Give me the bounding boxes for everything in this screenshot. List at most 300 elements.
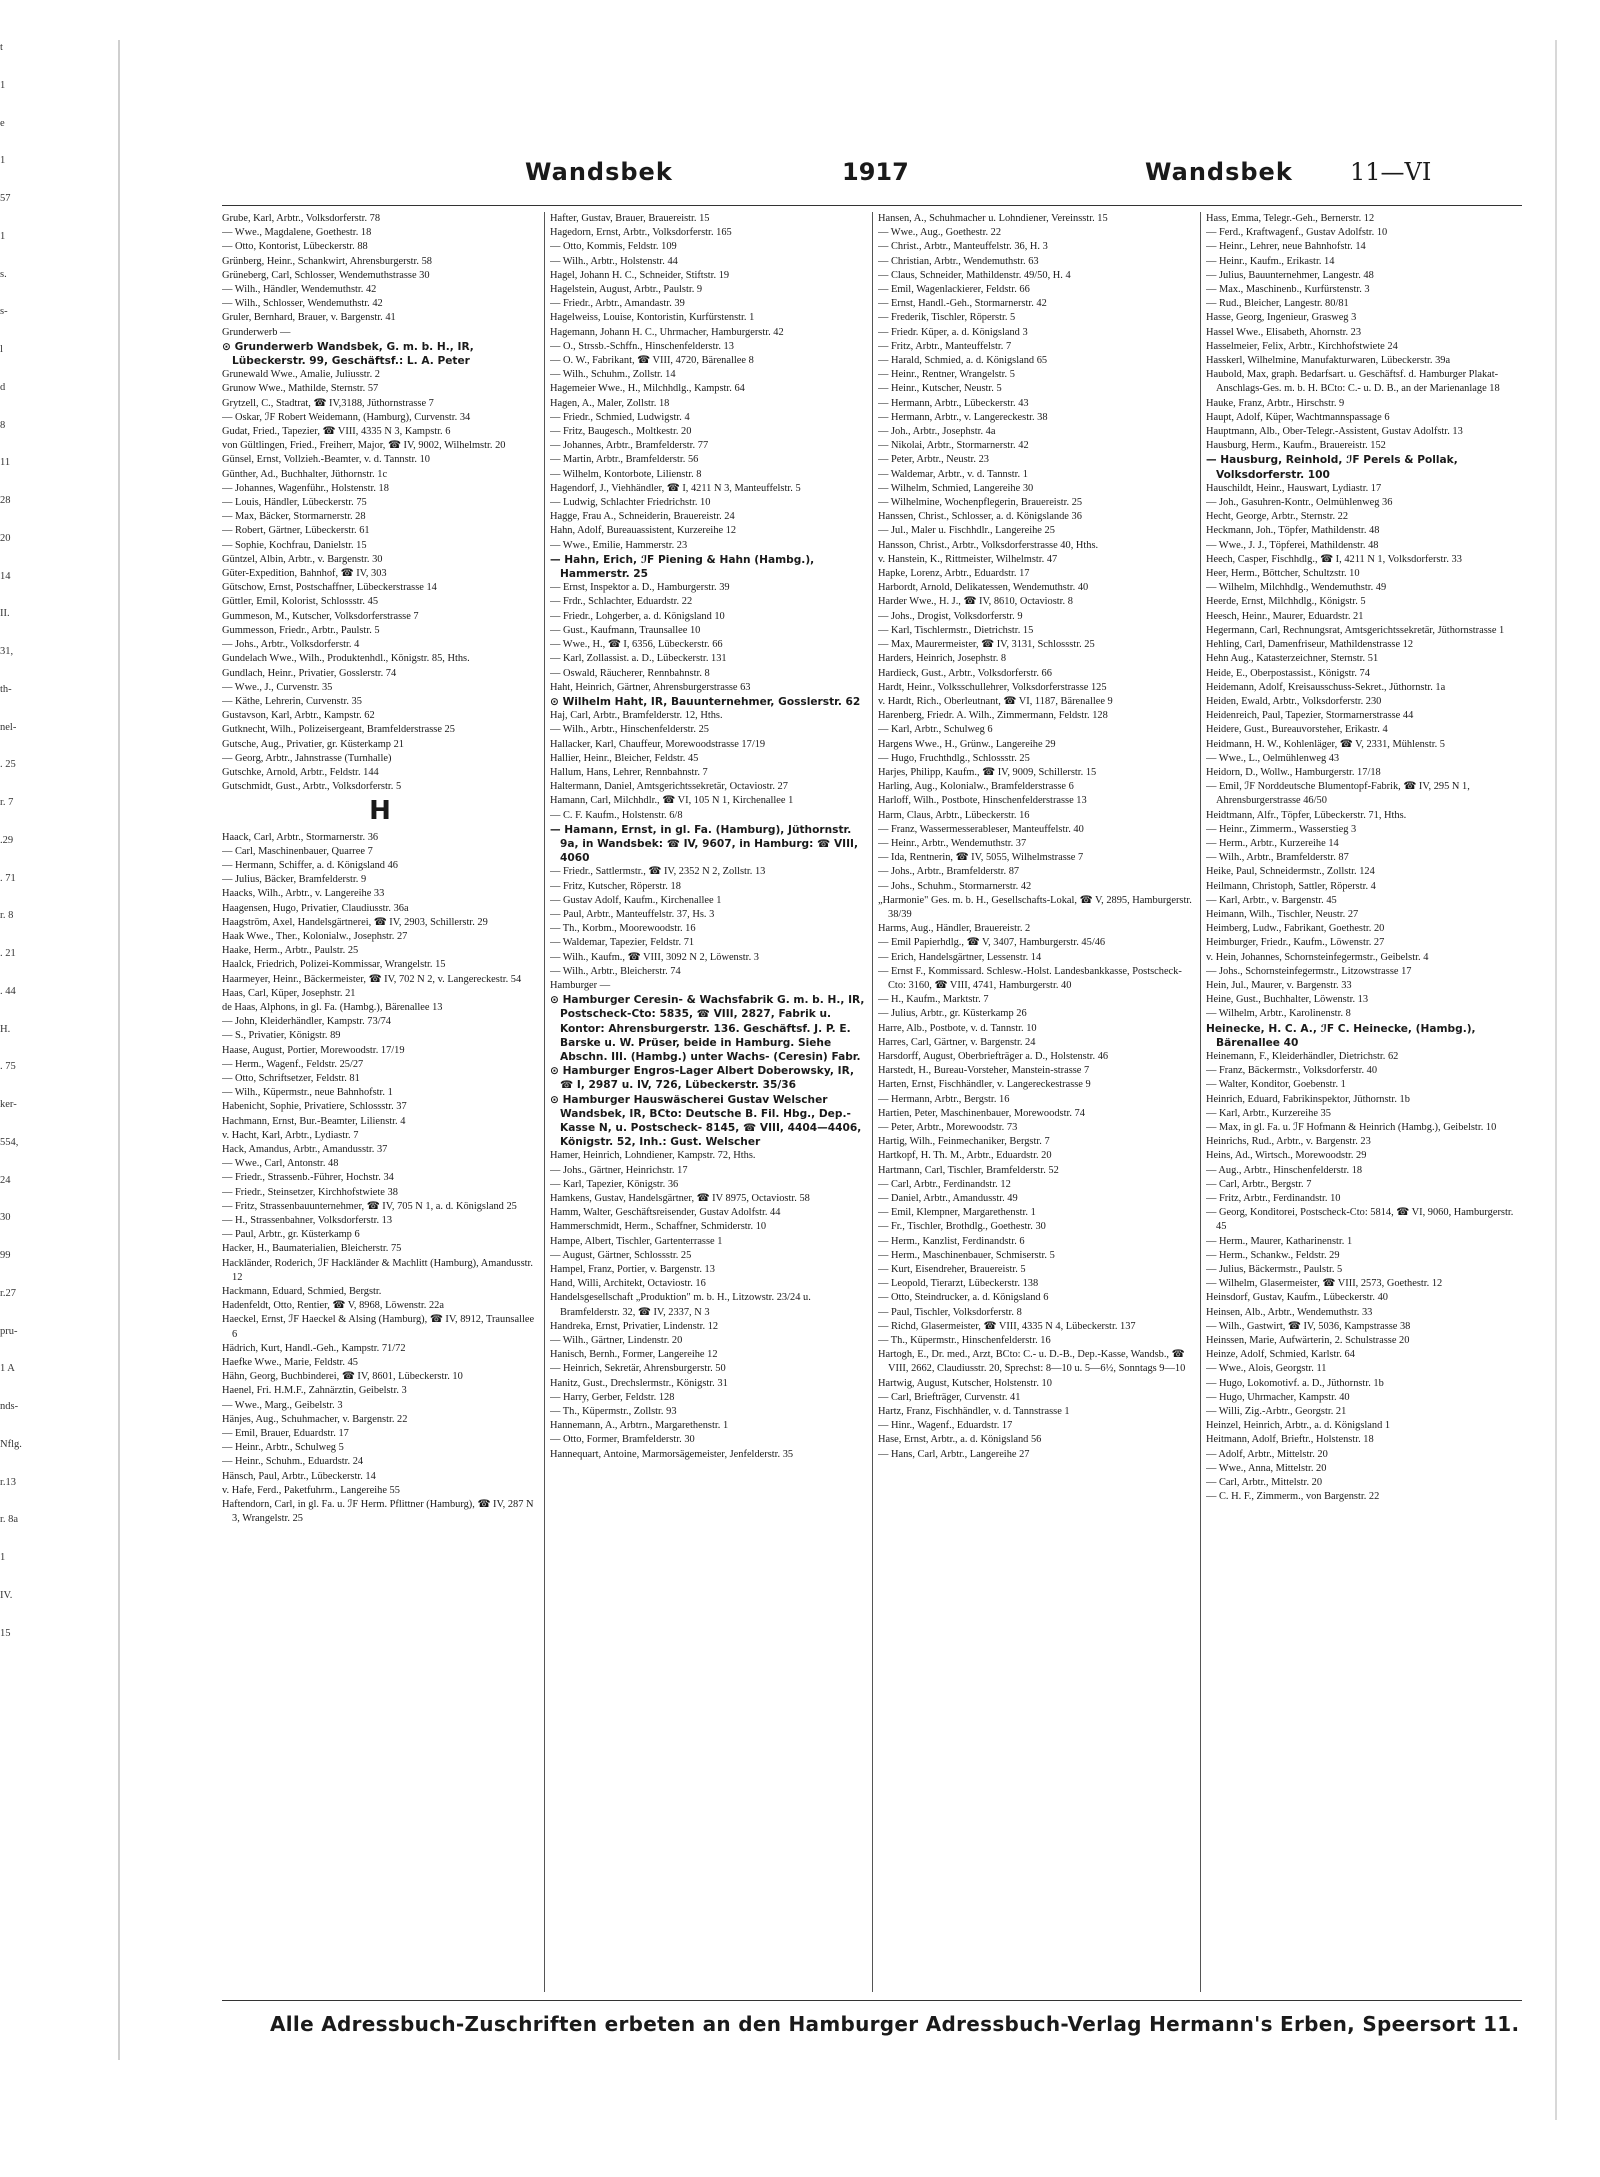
directory-entry: Hagel, Johann H. C., Schneider, Stiftstr. 19 xyxy=(550,269,730,281)
directory-entry: — Herm., Maschinenbauer, Schmiserstr. 5 xyxy=(878,1249,1055,1261)
header-right-title: Wandsbek xyxy=(1145,158,1293,186)
directory-entry: — Oskar, ℐF Robert Weidemann, (Hamburg), Curvenstr. 34 xyxy=(222,411,471,423)
edge-fragment: s. xyxy=(0,268,7,280)
directory-entry: — Julius, Bäcker, Bramfelderstr. 9 xyxy=(222,874,367,886)
directory-entry: Haake, Herm., Arbtr., Paulstr. 25 xyxy=(222,945,359,957)
directory-entry: Hagge, Frau A., Schneiderin, Brauereistr. 24 xyxy=(550,511,735,523)
edge-fragment: 15 xyxy=(0,1627,11,1639)
directory-entry: Gutknecht, Wilh., Polizeisergeant, Bramfelderstrasse 25 xyxy=(222,724,455,736)
directory-entry: — Christian, Arbtr., Wendemuthstr. 63 xyxy=(878,255,1039,267)
directory-entry: Heimberg, Ludw., Fabrikant, Goethestr. 20 xyxy=(1206,923,1385,935)
column-4 xyxy=(1206,212,1522,1992)
directory-entry: Hamann, Carl, Milchhdlr., ☎ VI, 105 N 1, Kirchenallee 1 xyxy=(550,795,794,807)
directory-entry: — O. W., Fabrikant, ☎ VIII, 4720, Bärenallee 8 xyxy=(550,355,754,367)
directory-entry: Heinze, Adolf, Schmied, Karlstr. 64 xyxy=(1206,1349,1355,1361)
directory-entry: — Johs., Arbtr., Bramfelderstr. 87 xyxy=(878,866,1020,878)
directory-entry: v. Hafe, Ferd., Paketfuhrm., Langereihe 55 xyxy=(222,1484,400,1496)
directory-entry: Heinssen, Marie, Aufwärterin, 2. Schulstrasse 20 xyxy=(1206,1335,1410,1347)
directory-entry: v. Hein, Johannes, Schornsteinfegermstr., Geibelstr. 4 xyxy=(1206,951,1429,963)
directory-entry: Heins, Ad., Wirtsch., Morewoodstr. 29 xyxy=(1206,1150,1367,1162)
directory-entry: Gundelach Wwe., Wilh., Produktenhdl., Königstr. 85, Hths. xyxy=(222,653,470,665)
directory-entry: — August, Gärtner, Schlossstr. 25 xyxy=(550,1249,692,1261)
directory-entry: Günsel, Ernst, Vollzieh.-Beamter, v. d. Tannstr. 10 xyxy=(222,454,430,466)
directory-entry: — Fritz, Strassenbauunternehmer, ☎ IV, 705 N 1, a. d. Königsland 25 xyxy=(222,1200,517,1212)
column-divider xyxy=(1200,212,1201,1992)
directory-entry: — Wilhelm, Arbtr., Karolinenstr. 8 xyxy=(1206,1008,1351,1020)
directory-entry: Hehn Aug., Katasterzeichner, Sternstr. 51 xyxy=(1206,653,1379,665)
directory-entry: — Kurt, Eisendreher, Brauereistr. 5 xyxy=(878,1264,1026,1276)
directory-entry: — Julius, Bäckermstr., Paulstr. 5 xyxy=(1206,1264,1343,1276)
directory-entry: Hähn, Georg, Buchbinderei, ☎ IV, 8601, Lübeckerstr. 10 xyxy=(222,1371,463,1383)
directory-entry: Heimburger, Friedr., Kaufm., Löwenstr. 27 xyxy=(1206,937,1385,949)
directory-entry: Harling, Aug., Kolonialw., Bramfelderstrasse 6 xyxy=(878,781,1074,793)
directory-entry: Hargens Wwe., H., Grünw., Langereihe 29 xyxy=(878,738,1056,750)
directory-entry: — Heinr., Kutscher, Neustr. 5 xyxy=(878,383,1002,395)
directory-entry: — Franz, Bäckermstr., Volksdorferstr. 40 xyxy=(1206,1065,1378,1077)
directory-entry: — Otto, Steindrucker, a. d. Königsland 6 xyxy=(878,1292,1049,1304)
firm-entry: ⊙ Hamburger Ceresin- & Wachsfabrik G. m. b. H., IR, Postscheck-Cto: 5835, ☎ VIII, 2827, Fabrik u. Kontor: Ahrensburgerstr. 136. Geschäftsf. J. P. E. Barske u. W. Prüser, beide in Hamburg. Siehe Abschn. III. (Hambg.) unter Wachs- (Ceresin) Fabr. xyxy=(550,994,865,1063)
directory-entry: — Wilhelm, Kontorbote, Lilienstr. 8 xyxy=(550,468,702,480)
directory-entry: v. Hanstein, K., Rittmeister, Wilhelmstr. 47 xyxy=(878,553,1058,565)
directory-entry: Haubold, Max, graph. Bedarfsart. u. Geschäftsf. d. Hamburger Plakat-Anschlags-Ges. m. b. H. BCto: C.- u. D. B., an der Marienanlage 18 xyxy=(1206,369,1500,395)
edge-fragment: r. 7 xyxy=(0,797,14,808)
directory-entry: — Carl, Maschinenbauer, Quarree 7 xyxy=(222,845,373,857)
directory-entry: Heidenreich, Paul, Tapezier, Stormarnerstrasse 44 xyxy=(1206,710,1414,722)
directory-entry: — Herm., Schankw., Feldstr. 29 xyxy=(1206,1249,1340,1261)
directory-entry: — Peter, Arbtr., Morewoodstr. 73 xyxy=(878,1122,1018,1133)
header-rule xyxy=(222,205,1522,206)
directory-entry: — Fritz, Baugesch., Moltkestr. 20 xyxy=(550,426,692,438)
directory-entry: Hardieck, Gust., Arbtr., Volksdorferstr. 66 xyxy=(878,667,1052,679)
edge-fragment: s- xyxy=(0,306,8,318)
edge-fragment: 24 xyxy=(0,1174,11,1186)
directory-entry: — Heinrich, Sekretär, Ahrensburgerstr. 50 xyxy=(550,1363,726,1375)
directory-entry: — Karl, Arbtr., Kurzereihe 35 xyxy=(1206,1107,1331,1119)
directory-entry: Haltermann, Daniel, Amtsgerichtssekretär, Octaviostr. 27 xyxy=(550,781,788,793)
directory-entry: Harbordt, Arnold, Delikatessen, Wendemuthstr. 40 xyxy=(878,582,1089,594)
edge-fragment: nel- xyxy=(0,721,17,733)
directory-entry: — Wwe., Emilie, Hammerstr. 23 xyxy=(550,539,688,551)
directory-entry: — Friedr. Küper, a. d. Königsland 3 xyxy=(878,326,1028,338)
edge-fragment: d xyxy=(0,381,6,393)
directory-entry: — Wwe., H., ☎ I, 6356, Lübeckerstr. 66 xyxy=(550,639,723,651)
directory-entry: Heike, Paul, Schneidermstr., Zollstr. 124 xyxy=(1206,866,1375,878)
directory-entry: — Emil, Klempner, Margarethenstr. 1 xyxy=(878,1207,1036,1219)
directory-entry: Hacker, H., Baumaterialien, Bleicherstr. 75 xyxy=(222,1243,402,1255)
directory-entry: Heinsen, Alb., Arbtr., Wendemuthstr. 33 xyxy=(1206,1306,1373,1318)
directory-entry: — Fritz, Arbtr., Ferdinandstr. 10 xyxy=(1206,1193,1341,1205)
directory-entry: — Wilh., Arbtr., Holstenstr. 44 xyxy=(550,255,678,267)
directory-entry: — Ernst, Inspektor a. D., Hamburgerstr. 39 xyxy=(550,582,730,594)
edge-fragment: r.27 xyxy=(0,1287,17,1299)
directory-entry: — Friedr., Sattlermstr., ☎ IV, 2352 N 2, Zollstr. 13 xyxy=(550,866,766,878)
directory-entry: — Jul., Maler u. Fischhdlr., Langereihe 25 xyxy=(878,525,1055,537)
edge-fragment: . 44 xyxy=(0,985,16,997)
edge-fragment: pru- xyxy=(0,1325,18,1337)
directory-entry: — Käthe, Lehrerin, Curvenstr. 35 xyxy=(222,695,362,707)
directory-entry: — Richd, Glasermeister, ☎ VIII, 4335 N 4, Lübeckerstr. 137 xyxy=(878,1320,1136,1332)
directory-entry: Hänsch, Paul, Arbtr., Lübeckerstr. 14 xyxy=(222,1470,376,1482)
directory-entry: — Paul, Arbtr., gr. Küsterkamp 6 xyxy=(222,1229,360,1241)
directory-entry: Hallum, Hans, Lehrer, Rennbahnstr. 7 xyxy=(550,766,708,778)
directory-entry: — Johannes, Wagenführ., Holstenstr. 18 xyxy=(222,482,389,494)
directory-entry: Harms, Aug., Händler, Brauereistr. 2 xyxy=(878,923,1031,935)
directory-entry: von Gültlingen, Fried., Freiherr, Major, ☎ IV, 9002, Wilhelmstr. 20 xyxy=(222,440,506,452)
directory-entry: — Karl, Tapezier, Königstr. 36 xyxy=(550,1178,679,1190)
header-year: 1917 xyxy=(842,158,909,186)
edge-fragment: 554, xyxy=(0,1136,19,1148)
directory-entry: — Harry, Gerber, Feldstr. 128 xyxy=(550,1391,675,1403)
edge-fragment: . 21 xyxy=(0,948,16,959)
directory-entry: — Peter, Arbtr., Neustr. 23 xyxy=(878,454,989,466)
directory-entry: Gundlach, Heinr., Privatier, Gosslerstr. 74 xyxy=(222,667,397,679)
directory-entry: — Wilhelm, Milchhdlg., Wendemuthstr. 49 xyxy=(1206,582,1387,594)
directory-entry: — Walter, Konditor, Goebenstr. 1 xyxy=(1206,1079,1346,1091)
directory-entry: Gütschow, Ernst, Postschaffner, Lübeckerstrasse 14 xyxy=(222,582,437,594)
directory-entry: — Julius, Bauunternehmer, Langestr. 48 xyxy=(1206,269,1374,281)
directory-entry: — Heinr., Rentner, Wrangelstr. 5 xyxy=(878,369,1015,381)
directory-entry: Haj, Carl, Arbtr., Bramfelderstr. 12, Hths. xyxy=(550,710,723,722)
edge-fragment: r.13 xyxy=(0,1476,17,1488)
directory-entry: Hasse, Georg, Ingenieur, Grasweg 3 xyxy=(1206,312,1357,324)
directory-entry: Heinemann, F., Kleiderhändler, Dietrichstr. 62 xyxy=(1206,1050,1399,1062)
directory-entry: — Willi, Zig.-Arbtr., Georgstr. 21 xyxy=(1206,1406,1347,1418)
directory-entry: — Hermann, Arbtr., Lübeckerstr. 43 xyxy=(878,397,1029,409)
directory-entry: Grytzell, C., Stadtrat, ☎ IV,3188, Jüthornstrasse 7 xyxy=(222,397,434,409)
directory-entry: Haarmeyer, Heinr., Bäckermeister, ☎ IV, 702 N 2, v. Langereckestr. 54 xyxy=(222,973,522,985)
directory-entry: Haagensen, Hugo, Privatier, Claudiusstr. 36a xyxy=(222,902,409,914)
directory-entry: Heesch, Heinr., Maurer, Eduardstr. 21 xyxy=(1206,610,1364,622)
directory-entry: Harder Wwe., H. J., ☎ IV, 8610, Octaviostr. 8 xyxy=(878,596,1073,608)
section-letter: H xyxy=(369,796,391,827)
directory-entry: — Wwe., Marg., Geibelstr. 3 xyxy=(222,1399,343,1411)
directory-entry: Heiden, Ewald, Arbtr., Volksdorferstr. 230 xyxy=(1206,695,1382,707)
edge-fragment: r. 8a xyxy=(0,1514,19,1526)
directory-entry: Gummesson, Friedr., Arbtr., Paulstr. 5 xyxy=(222,624,380,636)
directory-entry: Hausburg, Herm., Kaufm., Brauereistr. 152 xyxy=(1206,440,1386,452)
directory-entry: — Wilh., Arbtr., Bleicherstr. 74 xyxy=(550,965,681,977)
directory-entry: Güntzel, Albin, Arbtr., v. Bargenstr. 30 xyxy=(222,553,383,565)
directory-entry: — Ida, Rentnerin, ☎ IV, 5055, Wilhelmstrasse 7 xyxy=(878,852,1084,864)
publisher-footer: Alle Adressbuch-Zuschriften erbeten an den Hamburger Adressbuch-Verlag Hermann's Erben, Speersort 11. xyxy=(270,2012,1520,2036)
directory-entry: Hagen, A., Maler, Zollstr. 18 xyxy=(550,397,670,409)
directory-entry: Hanssen, Christ., Schlosser, a. d. Königslande 36 xyxy=(878,511,1082,523)
directory-entry: Hagemeier Wwe., H., Milchhdlg., Kampstr. 64 xyxy=(550,383,745,395)
directory-entry: — Wilh., Arbtr., Hinschenfelderstr. 25 xyxy=(550,724,709,736)
directory-entry: — Rud., Bleicher, Langestr. 80/81 xyxy=(1206,298,1349,310)
directory-entry: — Hinr., Wagenf., Eduardstr. 17 xyxy=(878,1420,1013,1432)
directory-entry: — Sophie, Kochfrau, Danielstr. 15 xyxy=(222,539,367,551)
directory-entry: Haagström, Axel, Handelsgärtnerei, ☎ IV, 2903, Schillerstr. 29 xyxy=(222,916,488,928)
directory-entry: — Emil, Brauer, Eduardstr. 17 xyxy=(222,1428,349,1440)
directory-entry: — Johs., Schornsteinfegermstr., Litzowstrasse 17 xyxy=(1206,965,1412,977)
directory-entry: Harloff, Wilh., Postbote, Hinschenfelderstrasse 13 xyxy=(878,795,1087,807)
directory-entry: — Max, Bäcker, Stormarnerstr. 28 xyxy=(222,511,366,523)
firm-entry: — Hausburg, Reinhold, ℐF Perels & Pollak, Volksdorferstr. 100 xyxy=(1206,454,1458,481)
firm-entry: — Hamann, Ernst, in gl. Fa. (Hamburg), Jüthornstr. 9a, in Wandsbek: ☎ IV, 9607, in Hamburg: ☎ VIII, 4060 xyxy=(550,823,858,865)
directory-entry: Heech, Casper, Fischhdlg., ☎ I, 4211 N 1, Volksdorferstr. 33 xyxy=(1206,553,1462,565)
directory-entry: Gutschke, Arnold, Arbtr., Feldstr. 144 xyxy=(222,766,379,778)
directory-entry: Grunow Wwe., Mathilde, Sternstr. 57 xyxy=(222,383,379,395)
directory-entry: — Max., Maschinenb., Kurfürstenstr. 3 xyxy=(1206,284,1370,296)
directory-entry: Hagedorn, Ernst, Arbtr., Volksdorferstr. 165 xyxy=(550,227,732,239)
edge-fragment: 30 xyxy=(0,1212,11,1224)
directory-entry: Haftendorn, Carl, in gl. Fa. u. ℐF Herm. Pflittner (Hamburg), ☎ IV, 287 N 3, Wrangelstr. 25 xyxy=(222,1499,534,1525)
directory-entry: — Wwe., Aug., Goethestr. 22 xyxy=(878,227,1002,239)
page-spine xyxy=(118,40,120,2060)
directory-entry: — Aug., Arbtr., Hinschenfelderstr. 18 xyxy=(1206,1164,1363,1176)
directory-entry: Gustavson, Karl, Arbtr., Kampstr. 62 xyxy=(222,710,375,722)
directory-entry: Hartogh, E., Dr. med., Arzt, BCto: C.- u. D.-B., Dep.-Kasse, Wandsb., ☎ VIII, 2662, Claudiusstr. 20, Sprechst: 8—10 u. 5—6½, Sonntags 9—10 xyxy=(878,1349,1186,1375)
directory-entry: Hecht, George, Arbtr., Sternstr. 22 xyxy=(1206,511,1349,523)
directory-entry: Güttler, Emil, Kolorist, Schlossstr. 45 xyxy=(222,596,379,608)
directory-entry: Hagelstein, August, Arbtr., Paulstr. 9 xyxy=(550,284,703,296)
directory-entry: Heitmann, Adolf, Brieftr., Holstenstr. 18 xyxy=(1206,1434,1374,1446)
edge-fragment: 57 xyxy=(0,193,11,204)
directory-entry: — Johs., Schuhm., Stormarnerstr. 42 xyxy=(878,880,1032,892)
edge-fragment: e xyxy=(0,117,5,129)
directory-entry: — Herm., Arbtr., Kurzereihe 14 xyxy=(1206,837,1339,849)
directory-entry: — Wwe., Anna, Mittelstr. 20 xyxy=(1206,1462,1327,1474)
directory-entry: Hardt, Heinr., Volksschullehrer, Volksdorferstrasse 125 xyxy=(878,681,1107,693)
directory-entry: Hack, Amandus, Arbtr., Amandusstr. 37 xyxy=(222,1144,388,1155)
directory-entry: — Franz, Wassermesserableser, Manteuffelstr. 40 xyxy=(878,823,1084,835)
directory-entry: — Emil, ℐF Norddeutsche Blumentopf-Fabrik, ☎ IV, 295 N 1, Ahrensburgerstrasse 46/50 xyxy=(1206,781,1470,807)
directory-entry: — Leopold, Tierarzt, Lübeckerstr. 138 xyxy=(878,1278,1039,1290)
directory-entry: Habenicht, Sophie, Privatiere, Schlossstr. 37 xyxy=(222,1101,407,1113)
directory-entry: — Otto, Kontorist, Lübeckerstr. 88 xyxy=(222,241,368,253)
directory-entry: — Hugo, Fruchthdlg., Schlossstr. 25 xyxy=(878,752,1030,764)
directory-entry: Hackmann, Eduard, Schmied, Bergstr. xyxy=(222,1286,382,1298)
directory-entry: — Max, in gl. Fa. u. ℐF Hofmann & Heinrich (Hambg.), Geibelstr. 10 xyxy=(1206,1122,1497,1133)
directory-entry: — Hans, Carl, Arbtr., Langereihe 27 xyxy=(878,1448,1030,1460)
directory-entry: Hagemann, Johann H. C., Uhrmacher, Hamburgerstr. 42 xyxy=(550,326,784,338)
directory-entry: — Joh., Gasuhren-Kontr., Oelmühlenweg 36 xyxy=(1206,497,1393,509)
edge-fragment: . 75 xyxy=(0,1061,16,1073)
directory-entry: Haht, Heinrich, Gärtner, Ahrensburgerstrasse 63 xyxy=(550,681,751,693)
directory-entry: Güter-Expedition, Bahnhof, ☎ IV, 303 xyxy=(222,568,387,580)
firm-entry: ⊙ Grunderwerb Wandsbek, G. m. b. H., IR, Lübeckerstr. 99, Geschäftsf.: L. A. Peter xyxy=(222,340,474,368)
directory-entry: Heidmann, H. W., Kohlenläger, ☎ V, 2331, Mühlenstr. 5 xyxy=(1206,738,1445,750)
directory-entry: — Emil Papierhdlg., ☎ V, 3407, Hamburgerstr. 45/46 xyxy=(878,937,1106,949)
directory-entry: Hartmann, Carl, Tischler, Bramfelderstr. 52 xyxy=(878,1164,1059,1176)
directory-entry: — Friedr., Schmied, Ludwigstr. 4 xyxy=(550,411,690,423)
directory-entry: — Louis, Händler, Lübeckerstr. 75 xyxy=(222,497,367,509)
directory-entry: Heckmann, Joh., Töpfer, Mathildenstr. 48 xyxy=(1206,525,1380,537)
directory-entry: — Daniel, Arbtr., Amandusstr. 49 xyxy=(878,1193,1018,1205)
edge-fragment: 1 xyxy=(0,155,6,167)
directory-entry: Gudat, Fried., Tapezier, ☎ VIII, 4335 N 3, Kampstr. 6 xyxy=(222,426,451,438)
directory-entry: Heidemann, Adolf, Kreisausschuss-Sekret., Jüthornstr. 1a xyxy=(1206,681,1446,693)
directory-entry: Hannequart, Antoine, Marmorsägemeister, Jenfelderstr. 35 xyxy=(550,1448,794,1460)
edge-fragment: 14 xyxy=(0,570,11,582)
directory-entry: Haase, August, Portier, Morewoodstr. 17/19 xyxy=(222,1044,405,1056)
directory-entry: — Johannes, Arbtr., Bramfelderstr. 77 xyxy=(550,440,709,452)
directory-entry: Haak Wwe., Ther., Kolonialw., Josephstr. 27 xyxy=(222,930,408,942)
directory-entry: — Robert, Gärtner, Lübeckerstr. 61 xyxy=(222,525,370,537)
directory-entry: Heidere, Gust., Bureauvorsteher, Erikastr. 4 xyxy=(1206,724,1388,736)
directory-entry: Hammerschmidt, Herm., Schaffner, Schmiderstr. 10 xyxy=(550,1221,767,1233)
directory-entry: — Karl, Arbtr., v. Bargenstr. 45 xyxy=(1206,894,1337,906)
directory-entry: — Wwe., Carl, Antonstr. 48 xyxy=(222,1158,339,1170)
directory-entry: Hassel Wwe., Elisabeth, Ahornstr. 23 xyxy=(1206,326,1362,338)
directory-entry: Grunewald Wwe., Amalie, Juliusstr. 2 xyxy=(222,369,380,381)
edge-fragment: 99 xyxy=(0,1250,11,1261)
page-edge-right xyxy=(1555,40,1557,2120)
directory-entry: — Wilh., Schuhm., Zollstr. 14 xyxy=(550,369,676,381)
firm-entry: — Hahn, Erich, ℐF Piening & Hahn (Hambg.), Hammerstr. 25 xyxy=(550,553,815,581)
directory-entry: — C. H. F., Zimmerm., von Bargenstr. 22 xyxy=(1206,1491,1380,1503)
firm-entry: ⊙ Hamburger Engros-Lager Albert Doberowsky, IR, ☎ I, 2987 u. IV, 726, Lübeckerstr. 35/36 xyxy=(550,1065,854,1092)
directory-entry: Hass, Emma, Telegr.-Geh., Bernerstr. 12 xyxy=(1206,213,1375,224)
directory-entry: — Otto, Kommis, Feldstr. 109 xyxy=(550,241,677,253)
directory-entry: — Nikolai, Arbtr., Stormarnerstr. 42 xyxy=(878,440,1029,452)
directory-entry: — Adolf, Arbtr., Mittelstr. 20 xyxy=(1206,1448,1328,1460)
firm-entry: ⊙ Wilhelm Haht, IR, Bauunternehmer, Gosslerstr. 62 xyxy=(550,695,861,708)
edge-fragment: r. 8 xyxy=(0,910,14,922)
directory-entry: Haenel, Fri. H.M.F., Zahnärztin, Geibelstr. 3 xyxy=(222,1385,407,1397)
directory-entry: Hallacker, Karl, Chauffeur, Morewoodstrasse 17/19 xyxy=(550,738,766,750)
directory-entry: — Ludwig, Schlachter Friedrichstr. 10 xyxy=(550,497,711,509)
firm-entry: ⊙ Hamburger Hauswäscherei Gustav Welscher Wandsbek, IR, BCto: Deutsche B. Fil. Hbg., Dep.-Kasse N, u. Postscheck- 8145, ☎ VIII, 4404—4406, Königstr. 52, Inh.: Gust. Welscher xyxy=(550,1093,862,1149)
directory-entry: — Hugo, Lokomotivf. a. D., Jüthornstr. 1b xyxy=(1206,1377,1384,1389)
directory-entry: Gutsche, Aug., Privatier, gr. Küsterkamp 21 xyxy=(222,738,404,750)
edge-fragment: 31, xyxy=(0,646,14,657)
directory-entry: — Karl, Arbtr., Schulweg 6 xyxy=(878,724,993,736)
directory-entry: — Th., Küpermstr., Zollstr. 93 xyxy=(550,1406,677,1418)
directory-entry: — Joh., Arbtr., Josephstr. 4a xyxy=(878,426,996,438)
edge-fragment: 1 xyxy=(0,79,6,91)
directory-entry: Hansen, A., Schuhmacher u. Lohndiener, Vereinsstr. 15 xyxy=(878,213,1108,224)
directory-entry: — S., Privatier, Königstr. 89 xyxy=(222,1030,341,1042)
directory-entry: Hapke, Lorenz, Arbtr., Eduardstr. 17 xyxy=(878,568,1030,580)
directory-entry: Heidorn, D., Wollw., Hamburgerstr. 17/18 xyxy=(1206,766,1381,778)
directory-entry: — Herm., Kanzlist, Ferdinandstr. 6 xyxy=(878,1235,1025,1247)
directory-entry: v. Hacht, Karl, Arbtr., Lydiastr. 7 xyxy=(222,1129,359,1141)
directory-entry: Hauschildt, Heinr., Hauswart, Lydiastr. 17 xyxy=(1206,482,1382,494)
directory-entry: — Heinr., Arbtr., Schulweg 5 xyxy=(222,1442,344,1454)
directory-entry: Harten, Ernst, Fischhändler, v. Langereckestrasse 9 xyxy=(878,1079,1091,1091)
firm-entry: Heinecke, H. C. A., ℐF C. Heinecke, (Hambg.), Bärenallee 40 xyxy=(1206,1022,1476,1049)
directory-entry: — Wilh., Gastwirt, ☎ IV, 5036, Kampstrasse 38 xyxy=(1206,1320,1411,1332)
directory-entry: — Th., Küpermstr., Hinschenfelderstr. 16 xyxy=(878,1335,1051,1347)
directory-entry: — Wilhelmine, Wochenpflegerin, Brauereistr. 25 xyxy=(878,497,1083,509)
directory-entry: — Ferd., Kraftwagenf., Gustav Adolfstr. 10 xyxy=(1206,227,1388,239)
directory-entry: Heinsdorf, Gustav, Kaufm., Lübeckerstr. 40 xyxy=(1206,1292,1388,1304)
directory-entry: — Heinr., Kaufm., Erikastr. 14 xyxy=(1206,255,1335,267)
edge-fragment: 1 xyxy=(0,230,6,242)
directory-entry: — Th., Korbm., Moorewoodstr. 16 xyxy=(550,923,696,935)
directory-entry: — Fr., Tischler, Brothdlg., Goethestr. 30 xyxy=(878,1221,1046,1233)
directory-entry: Heer, Herm., Böttcher, Schultzstr. 10 xyxy=(1206,568,1360,580)
directory-entry: — Carl, Arbtr., Ferdinandstr. 12 xyxy=(878,1178,1011,1190)
directory-entry: — Karl, Tischlermstr., Dietrichstr. 15 xyxy=(878,624,1034,636)
directory-entry: Hasselmeier, Felix, Arbtr., Kirchhofstwiete 24 xyxy=(1206,340,1398,352)
column-divider xyxy=(872,212,873,1992)
directory-entry: — C. F. Kaufm., Holstenstr. 6/8 xyxy=(550,809,683,821)
directory-entry: — H., Strassenbahner, Volksdorferstr. 13 xyxy=(222,1215,393,1227)
directory-entry: — Ernst F., Kommissard. Schlesw.-Holst. Landesbankkasse, Postscheck-Cto: 3160, ☎ VIII, 4741, Hamburgerstr. 40 xyxy=(878,965,1182,991)
directory-entry: — O., Strssb.-Schffn., Hinschenfelderstr. 13 xyxy=(550,340,734,352)
directory-entry: Gutschmidt, Gust., Arbtr., Volksdorferstr. 5 xyxy=(222,781,402,793)
edge-fragment: 1 xyxy=(0,1552,6,1563)
directory-entry: Hamkens, Gustav, Handelsgärtner, ☎ IV 8975, Octaviostr. 58 xyxy=(550,1193,810,1205)
directory-entry: — Johs., Gärtner, Heinrichstr. 17 xyxy=(550,1164,688,1176)
directory-entry: Grunderwerb — xyxy=(222,326,291,338)
directory-entry: — Ernst, Handl.-Geh., Stormarnerstr. 42 xyxy=(878,298,1047,310)
directory-entry: Heimann, Wilh., Tischler, Neustr. 27 xyxy=(1206,908,1359,920)
directory-entry: — Gustav Adolf, Kaufm., Kirchenallee 1 xyxy=(550,894,722,906)
directory-entry: — Heinr., Arbtr., Wendemuthstr. 37 xyxy=(878,837,1027,849)
directory-entry: Heinrichs, Rud., Arbtr., v. Bargenstr. 23 xyxy=(1206,1136,1371,1148)
directory-entry: — Wwe., J., Curvenstr. 35 xyxy=(222,681,333,693)
directory-entry: „Harmonie" Ges. m. b. H., Gesellschafts-Lokal, ☎ V, 2895, Hamburgerstr. 38/39 xyxy=(878,894,1192,920)
directory-entry: Hartwig, August, Kutscher, Holstenstr. 10 xyxy=(878,1377,1052,1389)
directory-entry: — Gust., Kaufmann, Traunsallee 10 xyxy=(550,624,701,636)
edge-fragment: 28 xyxy=(0,495,11,506)
edge-fragment: t xyxy=(0,42,3,53)
directory-entry: Hamm, Walter, Geschäftsreisender, Gustav Adolfstr. 44 xyxy=(550,1207,781,1219)
directory-entry: Haas, Carl, Küper, Josephstr. 21 xyxy=(222,987,356,999)
directory-entry: Hehling, Carl, Damenfriseur, Mathildenstrasse 12 xyxy=(1206,639,1414,651)
directory-entry: Hagelweiss, Louise, Kontoristin, Kurfürstenstr. 1 xyxy=(550,312,755,324)
directory-entry: — Frederik, Tischler, Röperstr. 5 xyxy=(878,312,1016,324)
directory-entry: Hartz, Franz, Fischhändler, v. d. Tannstrasse 1 xyxy=(878,1406,1070,1418)
directory-entry: Hallier, Heinr., Bleicher, Feldstr. 45 xyxy=(550,752,699,764)
directory-entry: — Wilh., Gärtner, Lindenstr. 20 xyxy=(550,1335,683,1347)
directory-entry: Haack, Carl, Arbtr., Stormarnerstr. 36 xyxy=(222,831,379,843)
directory-entry: Hafter, Gustav, Brauer, Brauereistr. 15 xyxy=(550,213,710,224)
directory-entry: Grüneberg, Carl, Schlosser, Wendemuthstrasse 30 xyxy=(222,269,430,281)
directory-entry: — Oswald, Räucherer, Rennbahnstr. 8 xyxy=(550,667,710,679)
directory-entry: Hänjes, Aug., Schuhmacher, v. Bargenstr. 22 xyxy=(222,1413,408,1425)
directory-entry: Hagendorf, J., Viehhändler, ☎ I, 4211 N 3, Manteuffelstr. 5 xyxy=(550,482,801,494)
directory-entry: — Carl, Arbtr., Bergstr. 7 xyxy=(1206,1178,1312,1190)
directory-entry: Hadenfeldt, Otto, Rentier, ☎ V, 8968, Löwenstr. 22a xyxy=(222,1300,444,1312)
directory-entry: — Wilh., Kaufm., ☎ VIII, 3092 N 2, Löwenstr. 3 xyxy=(550,951,759,963)
directory-entry: — Heinr., Zimmerm., Wasserstieg 3 xyxy=(1206,823,1357,835)
header-left-title: Wandsbek xyxy=(525,158,673,186)
directory-entry: Gummeson, M., Kutscher, Volksdorferstrasse 7 xyxy=(222,610,419,622)
directory-entry: Hegermann, Carl, Rechnungsrat, Amtsgerichtssekretär, Jüthornstrasse 1 xyxy=(1206,624,1505,636)
directory-entry: — Wwe., J. J., Töpferei, Mathildenstr. 48 xyxy=(1206,539,1379,551)
directory-entry: — Claus, Schneider, Mathildenstr. 49/50, H. 4 xyxy=(878,269,1071,281)
directory-entry: Hannemann, A., Arbtrn., Margarethenstr. 1 xyxy=(550,1420,729,1432)
column-2 xyxy=(550,212,866,1992)
directory-entry: Hachmann, Ernst, Bur.-Beamter, Lilienstr. 4 xyxy=(222,1115,406,1127)
directory-entry: — Wilh., Händler, Wendemuthstr. 42 xyxy=(222,284,377,296)
directory-entry: Harstedt, H., Bureau-Vorsteher, Manstein-strasse 7 xyxy=(878,1065,1090,1077)
directory-entry: Hamburger — xyxy=(550,979,611,991)
directory-entry: — Wilhelm, Schmied, Langereihe 30 xyxy=(878,482,1034,494)
directory-entry: Hartkopf, H. Th. M., Arbtr., Eduardstr. 20 xyxy=(878,1150,1052,1162)
directory-entry: Haeckel, Ernst, ℐF Haeckel & Alsing (Hamburg), ☎ IV, 8912, Traunsallee 6 xyxy=(222,1314,535,1340)
directory-entry: Hampel, Franz, Portier, v. Bargenstr. 13 xyxy=(550,1264,715,1276)
edge-fragment: 1 A xyxy=(0,1363,15,1375)
directory-entry: — Waldemar, Tapezier, Feldstr. 71 xyxy=(550,937,695,949)
directory-entry: Hase, Ernst, Arbtr., a. d. Königsland 56 xyxy=(878,1434,1042,1446)
directory-entry: — Herm., Wagenf., Feldstr. 25/27 xyxy=(222,1058,364,1070)
directory-entry: — Wilh., Schlosser, Wendemuthstr. 42 xyxy=(222,298,383,310)
directory-entry: Hanitz, Gust., Drechslermstr., Königstr. 31 xyxy=(550,1377,728,1389)
directory-entry: v. Hardt, Rich., Oberleutnant, ☎ VI, 1187, Bärenallee 9 xyxy=(878,695,1113,707)
column-1 xyxy=(222,212,538,1992)
edge-fragment: 11 xyxy=(0,457,11,469)
directory-entry: — Frdr., Schlachter, Eduardstr. 22 xyxy=(550,596,693,608)
directory-entry: — Heinr., Schuhm., Eduardstr. 24 xyxy=(222,1456,364,1468)
directory-entry: — Fritz, Kutscher, Röperstr. 18 xyxy=(550,880,681,892)
directory-entry: Harre, Alb., Postbote, v. d. Tannstr. 10 xyxy=(878,1022,1037,1034)
